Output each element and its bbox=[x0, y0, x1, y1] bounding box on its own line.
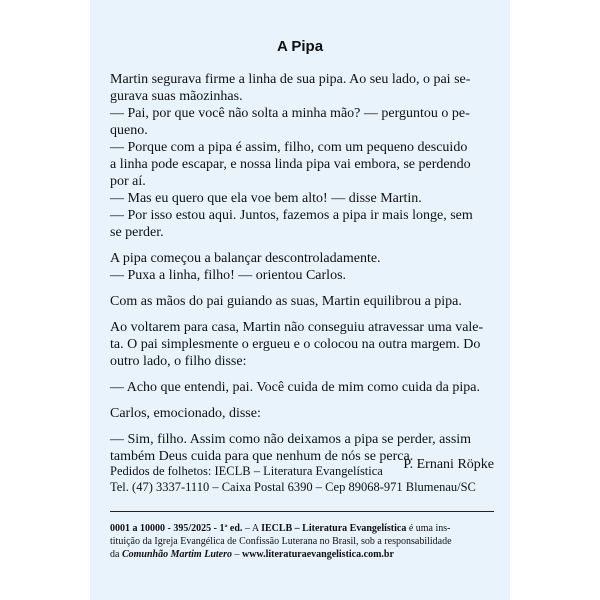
paragraph-10: — Acho que entendi, pai. Você cuida de mim como cuida da pipa. bbox=[110, 380, 480, 395]
divider-line bbox=[110, 511, 494, 512]
paragraph-6: A pipa começou a balançar descontroladamente. bbox=[110, 251, 381, 266]
order-line-2: Tel. (47) 3337-1110 – Caixa Postal 6390 – Cep 89068-971 Blumenau/SC bbox=[110, 480, 476, 494]
website-link: www.literaturaevangelistica.com.br bbox=[241, 549, 394, 560]
paragraph-7: — Puxa a linha, filho! — orientou Carlos. bbox=[110, 268, 347, 283]
footer-line-2: tituição da Igreja Evangélica de Confissão Luterana no Brasil, sob a responsabilidade bbox=[110, 536, 452, 547]
paragraph-8: Com as mãos do pai guiando as suas, Martin equilibrou a pipa. bbox=[110, 294, 462, 309]
footer-line-3: da Comunhão Martim Lutero – www.literaturaevangelistica.com.br bbox=[110, 549, 394, 560]
paragraph-12: — Sim, filho. Assim como não deixamos a pipa se perder, assim também Deus cuida para que nenhum de nós se perca. bbox=[110, 432, 472, 464]
paragraph-2: — Pai, por que você não solta a minha mão? — perguntou o pe- queno. bbox=[110, 106, 470, 138]
footer-line-1: 0001 a 10000 - 395/2025 - 1ª ed. – A IECLB – Literatura Evangelística é uma ins- bbox=[110, 523, 451, 534]
story-title: A Pipa bbox=[276, 38, 324, 55]
publisher-footer bbox=[110, 522, 496, 561]
story-body bbox=[110, 71, 494, 465]
tract-page bbox=[90, 0, 510, 600]
order-info bbox=[110, 463, 494, 495]
paragraph-11: Carlos, emocionado, disse: bbox=[110, 406, 261, 421]
paragraph-3: — Porque com a pipa é assim, filho, com um pequeno descuido a linha pode escapar, e nossa linda pipa vai embora, se perdendo por aí. bbox=[110, 140, 471, 189]
author-signature: P. Ernani Röpke bbox=[403, 457, 494, 472]
order-line-1: Pedidos de folhetos: IECLB – Literatura Evangelística bbox=[110, 464, 383, 478]
paragraph-5: — Por isso estou aqui. Juntos, fazemos a pipa ir mais longe, sem se perder. bbox=[110, 208, 473, 240]
paragraph-4: — Mas eu quero que ela voe bem alto! — disse Martin. bbox=[110, 191, 422, 206]
paragraph-1: Martin segurava firme a linha de sua pipa. Ao seu lado, o pai se- gurava suas mãozinhas. bbox=[110, 72, 471, 104]
paragraph-9: Ao voltarem para casa, Martin não conseguiu atravessar uma vale- ta. O pai simplesmente o ergueu e o colocou na outra margem. Do outro lado, o filho disse: bbox=[110, 320, 484, 369]
